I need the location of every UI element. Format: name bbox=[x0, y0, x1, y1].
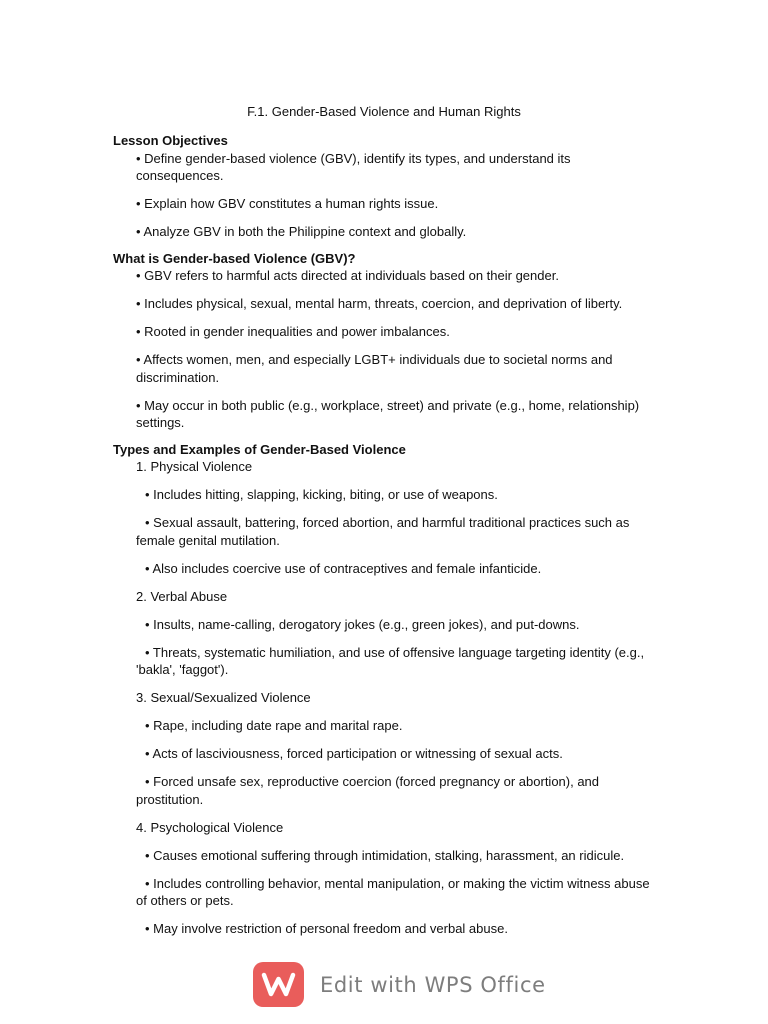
list-item: • Explain how GBV constitutes a human rights issue. bbox=[136, 196, 439, 211]
list-item: • May occur in both public (e.g., workplace, street) and private (e.g., home, relationship) settings. bbox=[136, 397, 640, 430]
list-item: • Rooted in gender inequalities and power imbalances. bbox=[136, 324, 450, 339]
section-heading: What is Gender-based Violence (GBV)? bbox=[113, 250, 356, 266]
list-item: • Analyze GBV in both the Philippine context and globally. bbox=[136, 224, 467, 239]
list-item: • Includes physical, sexual, mental harm, threats, coercion, and deprivation of liberty. bbox=[136, 296, 623, 311]
list-item: • Forced unsafe sex, reproductive coercion (forced pregnancy or abortion), and prostitution. bbox=[136, 774, 600, 807]
section-lesson-objectives bbox=[113, 132, 661, 241]
list-item: • Sexual assault, battering, forced abortion, and harmful traditional practices such as female genital mutilation. bbox=[136, 515, 630, 548]
list-item: • Insults, name-calling, derogatory jokes (e.g., green jokes), and put-downs. bbox=[145, 616, 580, 632]
list-item: • GBV refers to harmful acts directed at individuals based on their gender. bbox=[136, 268, 559, 283]
wps-edit-label: Edit with WPS Office bbox=[320, 972, 546, 997]
section-heading: Types and Examples of Gender-Based Violence bbox=[113, 441, 406, 457]
wps-logo-icon bbox=[253, 962, 304, 1007]
section-types-examples bbox=[113, 441, 661, 938]
section-what-is-gbv bbox=[113, 250, 661, 432]
list-item: • Acts of lasciviousness, forced participation or witnessing of sexual acts. bbox=[145, 746, 563, 761]
section-heading: Lesson Objectives bbox=[113, 133, 228, 148]
type-heading-verbal: 2. Verbal Abuse bbox=[136, 588, 228, 604]
type-heading-physical: 1. Physical Violence bbox=[136, 459, 253, 474]
list-item: • Causes emotional suffering through intimidation, stalking, harassment, an ridicule. bbox=[145, 847, 625, 863]
list-item: • Rape, including date rape and marital rape. bbox=[145, 718, 403, 733]
list-item: • Also includes coercive use of contraceptives and female infanticide. bbox=[145, 560, 542, 576]
list-item: • Threats, systematic humiliation, and use of offensive language targeting identity (e.g., 'bakla', 'faggot'). bbox=[136, 644, 645, 677]
list-item: • Includes hitting, slapping, kicking, biting, or use of weapons. bbox=[145, 487, 498, 502]
type-heading-sexual: 3. Sexual/Sexualized Violence bbox=[136, 690, 311, 705]
list-item: • May involve restriction of personal freedom and verbal abuse. bbox=[145, 921, 508, 936]
list-item: • Define gender-based violence (GBV), identify its types, and understand its consequences. bbox=[136, 150, 571, 183]
document-body bbox=[113, 132, 661, 948]
document-title: F.1. Gender-Based Violence and Human Rights bbox=[247, 104, 521, 119]
list-item: • Affects women, men, and especially LGBT+ individuals due to societal norms and discrimination. bbox=[136, 352, 613, 385]
list-item: • Includes controlling behavior, mental manipulation, or making the victim witness abuse of others or pets. bbox=[136, 875, 650, 908]
type-heading-psychological: 4. Psychological Violence bbox=[136, 819, 284, 835]
wps-edit-banner[interactable] bbox=[253, 962, 546, 1007]
